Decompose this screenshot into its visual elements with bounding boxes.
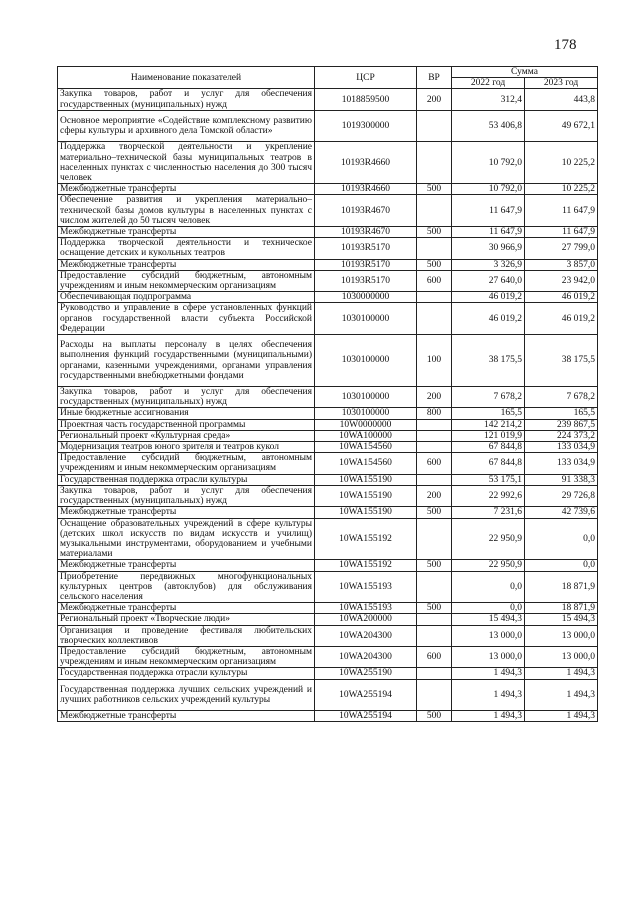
table-row	[58, 453, 598, 474]
row-vr	[417, 625, 452, 646]
table-row	[58, 387, 598, 408]
row-amount-2022: 22 950,9	[452, 518, 525, 560]
table-row	[58, 89, 598, 110]
row-amount-2022: 7 678,2	[452, 387, 525, 408]
row-vr: 500	[417, 560, 452, 571]
row-amount-2022: 46 019,2	[452, 303, 525, 335]
row-amount-2023: 10 225,2	[525, 184, 598, 195]
row-csr: 10193R5170	[315, 270, 417, 291]
header-name: Наименование показателей	[58, 67, 315, 89]
row-vr	[417, 110, 452, 142]
row-csr: 10WA100000	[315, 430, 417, 441]
row-amount-2022: 38 175,5	[452, 335, 525, 387]
row-amount-2023: 38 175,5	[525, 335, 598, 387]
row-amount-2023: 0,0	[525, 560, 598, 571]
table-row	[58, 303, 598, 335]
row-amount-2023: 13 000,0	[525, 646, 598, 667]
row-amount-2023: 7 678,2	[525, 387, 598, 408]
row-name: Межбюджетные трансферты	[58, 184, 315, 195]
row-amount-2023: 49 672,1	[525, 110, 598, 142]
row-name: Проектная часть государственной программы	[58, 419, 315, 430]
table-row	[58, 625, 598, 646]
table-row	[58, 408, 598, 419]
table-row	[58, 227, 598, 238]
table-row	[58, 571, 598, 603]
row-vr	[417, 195, 452, 227]
row-name: Государственная поддержка отрасли культуры	[58, 668, 315, 679]
row-amount-2022: 1 494,3	[452, 668, 525, 679]
row-name: Региональный проект «Творческие люди»	[58, 614, 315, 625]
row-amount-2022: 22 992,6	[452, 485, 525, 506]
row-name: Закупка товаров, работ и услуг для обеспечения государственных (муниципальных) нужд	[58, 387, 315, 408]
row-name: Межбюджетные трансферты	[58, 603, 315, 614]
row-name: Предоставление субсидий бюджетным, автономным учреждениям и иным некоммерческим организациям	[58, 270, 315, 291]
row-csr: 1030000000	[315, 292, 417, 303]
row-vr	[417, 238, 452, 259]
row-csr: 10WA155193	[315, 603, 417, 614]
row-name: Иные бюджетные ассигнования	[58, 408, 315, 419]
table-row	[58, 419, 598, 430]
row-amount-2022: 11 647,9	[452, 227, 525, 238]
row-vr	[417, 292, 452, 303]
row-vr: 800	[417, 408, 452, 419]
table-row	[58, 195, 598, 227]
table-row	[58, 603, 598, 614]
row-amount-2023: 10 225,2	[525, 142, 598, 184]
row-amount-2023: 46 019,2	[525, 292, 598, 303]
row-csr: 10193R5170	[315, 259, 417, 270]
row-amount-2023: 443,8	[525, 89, 598, 110]
row-vr	[417, 571, 452, 603]
row-amount-2022: 11 647,9	[452, 195, 525, 227]
row-name: Межбюджетные трансферты	[58, 259, 315, 270]
row-vr: 200	[417, 485, 452, 506]
row-amount-2022: 30 966,9	[452, 238, 525, 259]
row-amount-2022: 53 175,1	[452, 474, 525, 485]
row-csr: 10WA155192	[315, 560, 417, 571]
row-csr: 1030100000	[315, 303, 417, 335]
row-amount-2023: 1 494,3	[525, 668, 598, 679]
row-amount-2023: 27 799,0	[525, 238, 598, 259]
row-name: Государственная поддержка отрасли культуры	[58, 474, 315, 485]
table-row	[58, 474, 598, 485]
row-csr: 10WA155192	[315, 518, 417, 560]
row-amount-2023: 133 034,9	[525, 453, 598, 474]
row-amount-2022: 10 792,0	[452, 142, 525, 184]
row-amount-2023: 18 871,9	[525, 571, 598, 603]
row-csr: 10W0000000	[315, 419, 417, 430]
row-name: Межбюджетные трансферты	[58, 560, 315, 571]
row-amount-2022: 1 494,3	[452, 711, 525, 722]
row-vr: 500	[417, 711, 452, 722]
row-amount-2022: 27 640,0	[452, 270, 525, 291]
row-amount-2022: 22 950,9	[452, 560, 525, 571]
table-row	[58, 507, 598, 518]
table-row	[58, 110, 598, 142]
budget-table	[57, 66, 598, 722]
row-amount-2023: 29 726,8	[525, 485, 598, 506]
table-row	[58, 292, 598, 303]
row-name: Государственная поддержка лучших сельских учреждений и лучших работников сельских учреждений культуры	[58, 679, 315, 711]
row-amount-2023: 42 739,6	[525, 507, 598, 518]
row-csr: 10193R4660	[315, 142, 417, 184]
row-csr: 10193R4670	[315, 227, 417, 238]
row-name: Организация и проведение фестиваля любительских творческих коллективов	[58, 625, 315, 646]
row-csr: 10WA200000	[315, 614, 417, 625]
table-body	[58, 89, 598, 722]
row-amount-2023: 18 871,9	[525, 603, 598, 614]
header-csr: ЦСР	[315, 67, 417, 89]
row-amount-2022: 312,4	[452, 89, 525, 110]
row-csr: 10WA255194	[315, 679, 417, 711]
row-csr: 10WA204300	[315, 625, 417, 646]
row-name: Приобретение передвижных многофункциональных культурных центров (автоклубов) для обслуживания сельского населения	[58, 571, 315, 603]
table-row	[58, 679, 598, 711]
row-amount-2022: 15 494,3	[452, 614, 525, 625]
row-csr: 1019300000	[315, 110, 417, 142]
header-year-2023: 2023 год	[525, 78, 598, 89]
table-row	[58, 485, 598, 506]
row-amount-2022: 142 214,2	[452, 419, 525, 430]
row-csr: 1030100000	[315, 387, 417, 408]
row-name: Закупка товаров, работ и услуг для обеспечения государственных (муниципальных) нужд	[58, 485, 315, 506]
row-vr	[417, 303, 452, 335]
header-year-2022: 2022 год	[452, 78, 525, 89]
row-name: Межбюджетные трансферты	[58, 711, 315, 722]
row-csr: 10WA155190	[315, 507, 417, 518]
table-row	[58, 335, 598, 387]
row-vr: 200	[417, 387, 452, 408]
row-vr: 600	[417, 646, 452, 667]
row-amount-2022: 0,0	[452, 571, 525, 603]
page-number: 178	[554, 37, 577, 53]
table-row	[58, 142, 598, 184]
row-name: Поддержка творческой деятельности и укрепление материально–технической базы муниципальных театров в населенных пунктах с численностью населения до 300 тысяч человек	[58, 142, 315, 184]
row-amount-2023: 224 373,2	[525, 430, 598, 441]
row-vr	[417, 430, 452, 441]
row-vr: 500	[417, 184, 452, 195]
row-vr	[417, 474, 452, 485]
row-name: Оснащение образовательных учреждений в сфере культуры (детских школ искусств по видам искусств и училищ) музыкальными инструментами, оборудованием и учебными материалами	[58, 518, 315, 560]
row-amount-2022: 13 000,0	[452, 625, 525, 646]
table-row	[58, 442, 598, 453]
row-amount-2023: 133 034,9	[525, 442, 598, 453]
row-name: Межбюджетные трансферты	[58, 227, 315, 238]
row-amount-2022: 121 019,9	[452, 430, 525, 441]
row-amount-2023: 15 494,3	[525, 614, 598, 625]
table-row	[58, 711, 598, 722]
row-name: Обеспечение развития и укрепления материально–технической базы домов культуры в населенных пунктах с числом жителей до 50 тысяч человек	[58, 195, 315, 227]
row-vr	[417, 442, 452, 453]
row-vr: 100	[417, 335, 452, 387]
table-row	[58, 646, 598, 667]
header-sum: Сумма	[452, 67, 598, 78]
row-csr: 10193R4670	[315, 195, 417, 227]
row-vr: 600	[417, 270, 452, 291]
row-amount-2022: 0,0	[452, 603, 525, 614]
row-vr: 600	[417, 453, 452, 474]
row-vr	[417, 518, 452, 560]
row-name: Основное мероприятие «Содействие комплексному развитию сферы культуры и архивного дела Томской области»	[58, 110, 315, 142]
row-amount-2023: 91 338,3	[525, 474, 598, 485]
table-row	[58, 560, 598, 571]
row-vr	[417, 614, 452, 625]
header-vr: ВР	[417, 67, 452, 89]
row-csr: 10WA255190	[315, 668, 417, 679]
row-csr: 10WA154560	[315, 453, 417, 474]
row-csr: 1030100000	[315, 335, 417, 387]
row-name: Предоставление субсидий бюджетным, автономным учреждениям и иным некоммерческим организациям	[58, 646, 315, 667]
row-csr: 10WA154560	[315, 442, 417, 453]
row-vr	[417, 142, 452, 184]
row-vr: 500	[417, 259, 452, 270]
row-vr: 500	[417, 507, 452, 518]
row-amount-2022: 7 231,6	[452, 507, 525, 518]
row-amount-2022: 165,5	[452, 408, 525, 419]
row-amount-2023: 0,0	[525, 518, 598, 560]
row-vr	[417, 668, 452, 679]
table-row	[58, 238, 598, 259]
row-amount-2022: 13 000,0	[452, 646, 525, 667]
row-vr	[417, 419, 452, 430]
row-csr: 10WA255194	[315, 711, 417, 722]
row-amount-2023: 3 857,0	[525, 259, 598, 270]
table-header	[58, 67, 598, 89]
row-csr: 10193R5170	[315, 238, 417, 259]
row-name: Обеспечивающая подпрограмма	[58, 292, 315, 303]
row-amount-2023: 239 867,5	[525, 419, 598, 430]
row-csr: 10WA204300	[315, 646, 417, 667]
row-amount-2022: 67 844,8	[452, 453, 525, 474]
row-amount-2023: 13 000,0	[525, 625, 598, 646]
row-amount-2023: 46 019,2	[525, 303, 598, 335]
table-row	[58, 518, 598, 560]
row-csr: 10WA155190	[315, 485, 417, 506]
row-amount-2022: 10 792,0	[452, 184, 525, 195]
row-amount-2023: 23 942,0	[525, 270, 598, 291]
row-amount-2022: 3 326,9	[452, 259, 525, 270]
row-csr: 10193R4660	[315, 184, 417, 195]
row-name: Региональный проект «Культурная среда»	[58, 430, 315, 441]
table-row	[58, 270, 598, 291]
row-csr: 1030100000	[315, 408, 417, 419]
row-vr	[417, 679, 452, 711]
row-csr: 1018859500	[315, 89, 417, 110]
row-amount-2022: 1 494,3	[452, 679, 525, 711]
row-csr: 10WA155193	[315, 571, 417, 603]
table-row	[58, 184, 598, 195]
row-name: Межбюджетные трансферты	[58, 507, 315, 518]
row-amount-2023: 165,5	[525, 408, 598, 419]
row-amount-2023: 1 494,3	[525, 679, 598, 711]
row-name: Предоставление субсидий бюджетным, автономным учреждениям и иным некоммерческим организациям	[58, 453, 315, 474]
table-row	[58, 259, 598, 270]
row-amount-2022: 46 019,2	[452, 292, 525, 303]
row-name: Расходы на выплаты персоналу в целях обеспечения выполнения функций государственными (муниципальными) органами, казенными учреждениями, органами управления государственными внебюджетными фондами	[58, 335, 315, 387]
row-name: Поддержка творческой деятельности и техническое оснащение детских и кукольных театров	[58, 238, 315, 259]
table-row	[58, 430, 598, 441]
row-vr: 500	[417, 603, 452, 614]
row-name: Руководство и управление в сфере установленных функций органов государственной власти субъекта Российской Федерации	[58, 303, 315, 335]
row-vr: 200	[417, 89, 452, 110]
row-amount-2023: 11 647,9	[525, 227, 598, 238]
row-amount-2023: 1 494,3	[525, 711, 598, 722]
row-name: Закупка товаров, работ и услуг для обеспечения государственных (муниципальных) нужд	[58, 89, 315, 110]
table-row	[58, 614, 598, 625]
row-amount-2023: 11 647,9	[525, 195, 598, 227]
table-row	[58, 668, 598, 679]
row-amount-2022: 53 406,8	[452, 110, 525, 142]
row-amount-2022: 67 844,8	[452, 442, 525, 453]
row-vr: 500	[417, 227, 452, 238]
row-csr: 10WA155190	[315, 474, 417, 485]
row-name: Модернизация театров юного зрителя и театров кукол	[58, 442, 315, 453]
